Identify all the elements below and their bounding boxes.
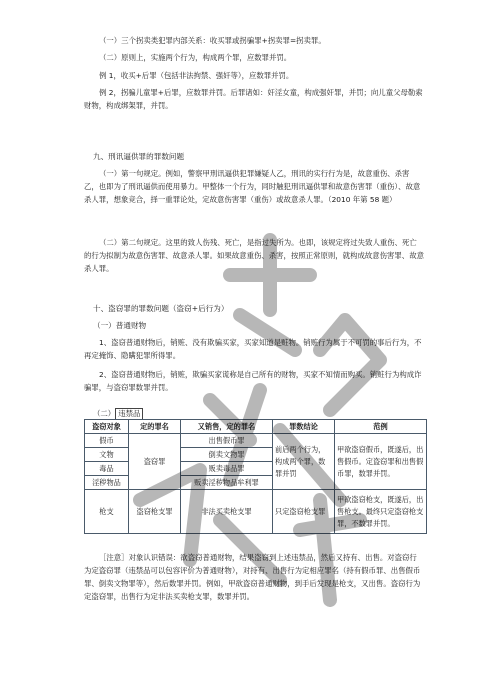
paragraph-torture-first: （一）第一句规定。例如，警察甲刑讯逼供犯罪嫌疑人乙，刑讯的实行行为是，故意重伤、杀害乙，也即为了刑讯逼供而使用暴力。甲整体一个行为，同时触犯刑讯逼供罪和故意伤害罪（重伤）、故意杀人罪，想象竞合，择一重罪论处，定故意伤害罪（重伤）或故意杀人罪。（2010 年第 58 题） (84, 169, 421, 204)
cell-conclusion: 只定盗窃枪支罪 (273, 490, 335, 534)
paragraph-torture-second: （二）第二句规定。这里的致人伤残、死亡，是指过失所为。也即，该规定将过失致人重伤、死亡的行为拟制为故意伤害罪、故意杀人罪。如果故意重伤、杀害，按照正常原则，就构成故意伤害罪、故意杀人罪。 (84, 238, 424, 273)
cell-sell-crime: 倒卖文物罪 (181, 448, 273, 462)
paragraph-example-1: 例 1，收买+后罪（包括非法拘禁、强奸等），应数罪并罚。 (99, 71, 294, 80)
subheading-prefix: （二） (93, 409, 116, 418)
section-heading-9: 九、刑讯逼供罪的罪数问题 (93, 152, 185, 161)
cell-object: 假币 (85, 434, 129, 448)
cell-sell-crime: 非法买卖枪支罪 (181, 490, 273, 534)
table-row (85, 490, 427, 534)
paragraph-theft-case-2: 2、盗窃普通财物后，销赃，欺骗买家谎称是自己所有的财物，买家不知情而购买。销赃行为构成诈骗罪，与盗窃罪数罪并罚。 (84, 370, 422, 392)
section-heading-10: 十、盗窃罪的罪数问题（盗窃+后行为） (93, 304, 229, 313)
cell-theft-crime: 盗窃枪支罪 (129, 490, 181, 534)
paragraph-principle: （二）原则上，实施两个行为，构成两个罪，应数罪并罚。 (99, 53, 292, 62)
header-example: 范例 (335, 420, 427, 434)
cell-object: 枪支 (85, 490, 129, 534)
cell-sell-crime: 贩卖毒品罪 (181, 462, 273, 476)
contraband-tag: 违禁品 (115, 408, 143, 420)
cell-sell-crime: 出售假币罪 (181, 434, 273, 448)
cell-example: 甲欲盗窃假币，既遂后，出售假币。定盗窃罪和出售假币罪，数罪并罚。 (335, 434, 427, 490)
header-object: 盗窃对象 (85, 420, 129, 434)
paragraph-trafficking-relation: （一）三个拐卖类犯罪内部关系：收买罪或拐骗罪+拐卖罪=拐卖罪。 (99, 36, 326, 45)
header-crime: 定的罪名 (129, 420, 181, 434)
cell-theft-crime: 盗窃罪 (129, 434, 181, 490)
contraband-table (84, 419, 427, 534)
table-row (85, 434, 427, 448)
paragraph-example-2: 例 2，拐骗儿童罪+后罪，应数罪并罚。后罪诸如：奸淫女童，构成强奸罪，并罚；向儿童父母勒索财物，构成绑架罪，并罚。 (84, 88, 423, 110)
paragraph-note-object-error: ［注意］对象认识错误：欲盗窃普通财物，结果盗窃到上述违禁品，然后又持有、出售。对盗窃行为定盗窃罪（违禁品可以包容评价为普通财物），对持有、出售行为定相应罪名（持有假币罪、出售假币罪、倒卖文物罪等），然后数罪并罚。例如，甲欲盗窃普通财物，到手后发现是枪支，又出售。盗窃行为定盗窃罪，出售行为定非法买卖枪支罪，数罪并罚。 (84, 553, 421, 601)
header-sell-crime: 又销售，定的罪名 (181, 420, 273, 434)
cell-conclusion: 前后两个行为，构成两个罪，数罪并罚 (273, 434, 335, 490)
cell-example: 甲欲盗窃枪支，既遂后，出售枪支。最终只定盗窃枪支罪，不数罪并罚。 (335, 490, 427, 534)
subheading-ordinary-property: （一）普通财物 (93, 321, 147, 330)
cell-object: 淫秽物品 (85, 476, 129, 490)
table-header-row (85, 420, 427, 434)
cell-object: 文物 (85, 448, 129, 462)
cell-object: 毒品 (85, 462, 129, 476)
paragraph-theft-case-1: 1、盗窃普通财物后，销赃、没有欺骗买家，买家知道是赃物。销赃行为属于不可罚的事后行为，不再定掩饰、隐瞒犯罪所得罪。 (84, 338, 422, 360)
cell-sell-crime: 贩卖淫秽物品牟利罪 (181, 476, 273, 490)
header-conclusion: 罪数结论 (273, 420, 335, 434)
